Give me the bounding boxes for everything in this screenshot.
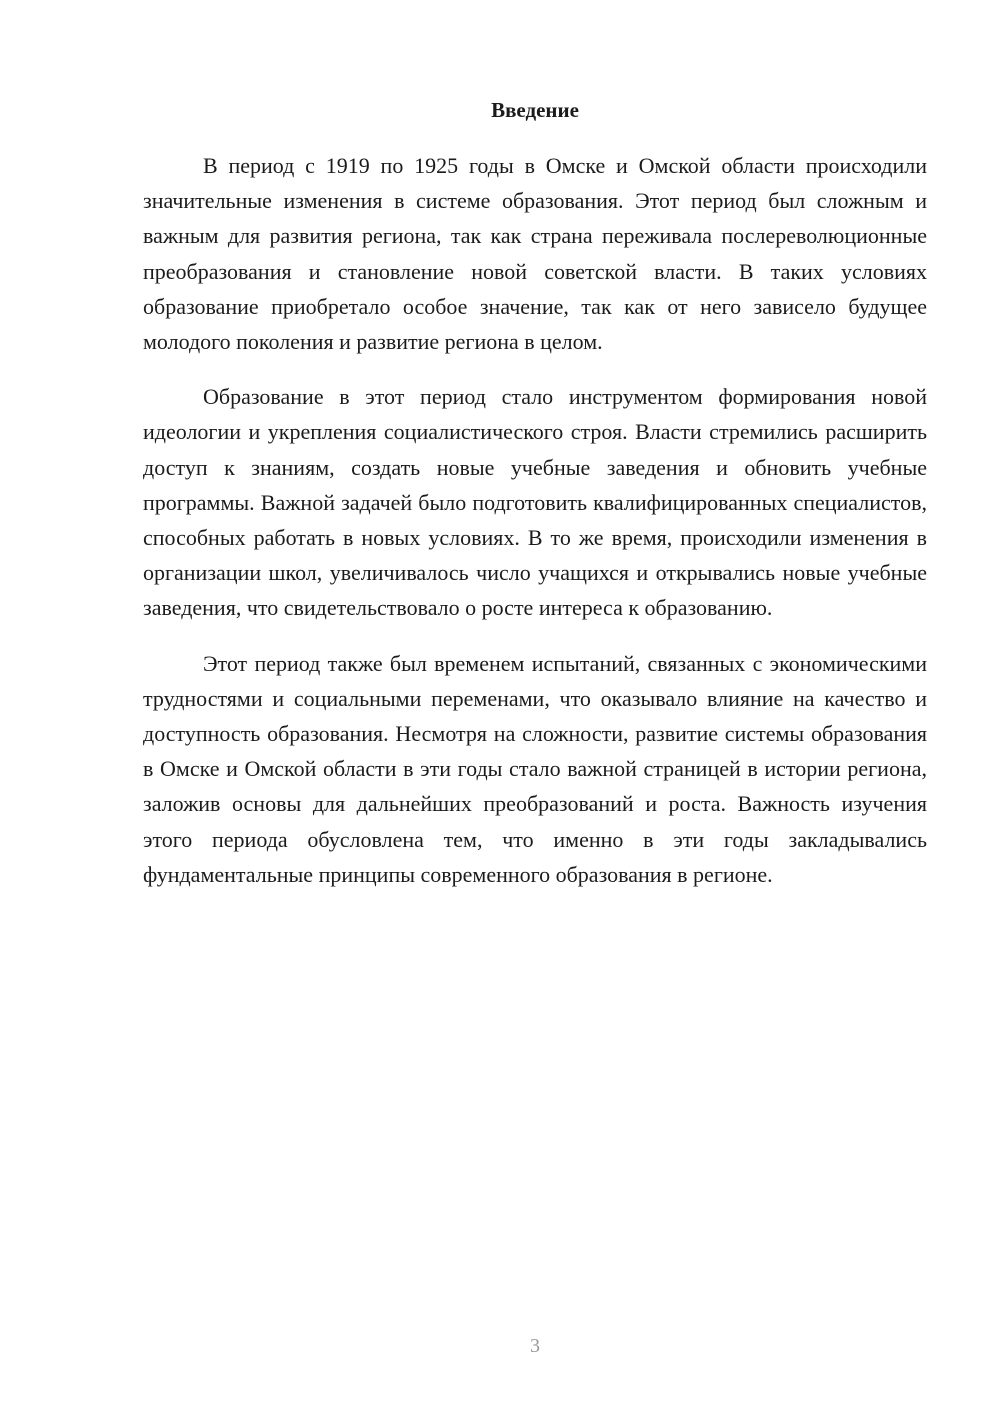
paragraph-3: Этот период также был временем испытаний, связанных с экономическими трудностями и социальными переменами, что оказывало влияние на качество и доступность образования. Несмотря на сложности, развитие системы образования в Омске и Омской области в эти годы стало важной страницей в истории региона, заложив основы для дальнейших преобразований и роста. Важность изучения этого периода обусловлена тем, что именно в эти годы закладывались фундаментальные принципы современного образования в регионе.	[143, 650, 927, 887]
paragraph-2: Образование в этот период стало инструментом формирования новой идеологии и укрепления социалистического строя. Власти стремились расширить доступ к знаниям, создать новые учебные заведения и обновить учебные программы. Важной задачей было подготовить квалифицированных специалистов, способных работать в новых условиях. В то же время, происходили изменения в организации школ, увеличивалось число учащихся и открывались новые учебные заведения, что свидетельствовало о росте интереса к образованию.	[143, 384, 927, 621]
paragraph-1: В период с 1919 по 1925 годы в Омске и Омской области происходили значительные изменения в системе образования. Этот период был сложным и важным для развития региона, так как страна переживала послереволюционные преобразования и становление новой советской власти. В таких условиях образование приобретало особое значение, так как от него зависело будущее молодого поколения и развитие региона в целом.	[143, 153, 927, 355]
document-body	[143, 96, 927, 892]
page-number: 3	[530, 1335, 540, 1357]
page-title: Введение	[491, 98, 579, 122]
